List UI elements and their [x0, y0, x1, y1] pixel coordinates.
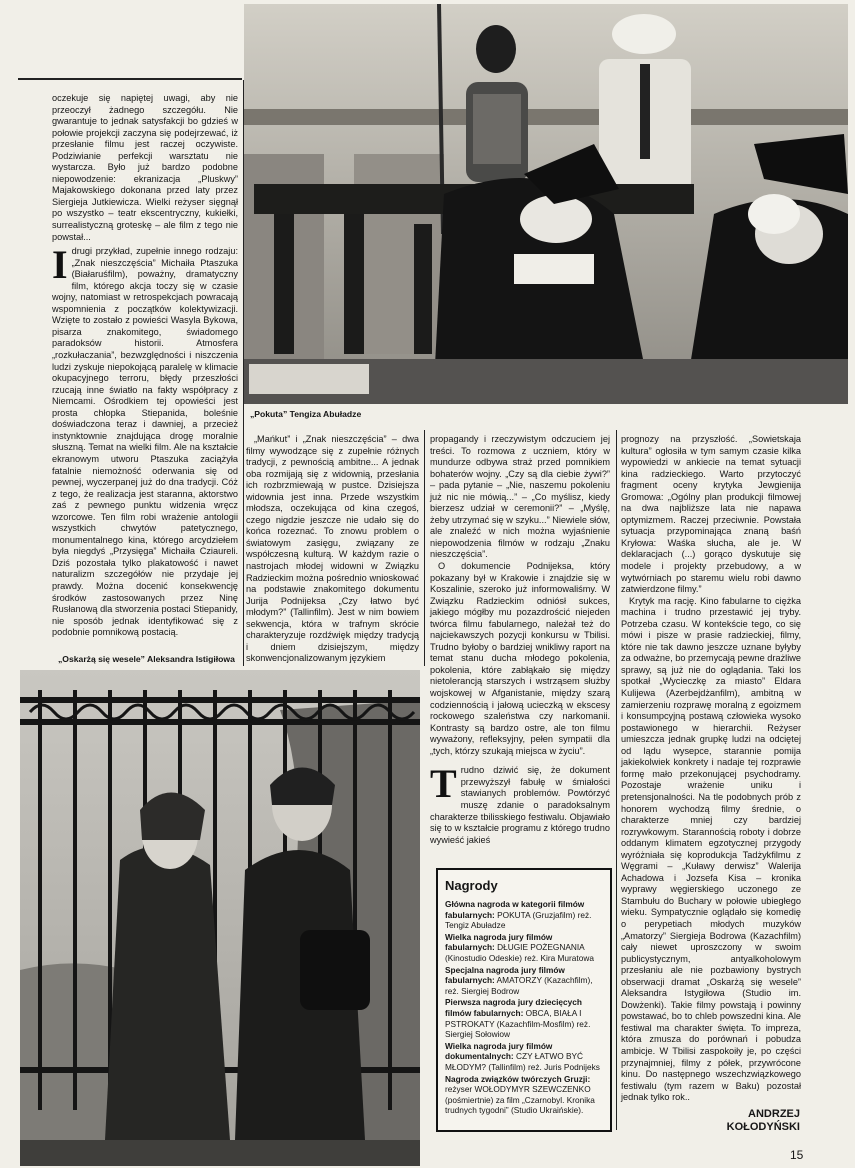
author-last-name: KOŁODYŃSKI	[726, 1121, 800, 1133]
author-signature	[700, 1108, 800, 1134]
award-item	[445, 1074, 603, 1116]
top-rule	[18, 78, 242, 80]
column-divider-2	[424, 430, 425, 666]
award-item	[445, 997, 603, 1039]
col1-paragraph-2	[52, 242, 238, 639]
bottom-photo-scene	[20, 670, 420, 1166]
top-photo	[244, 4, 848, 404]
award-text: DŁUGIE POŻEGNANIA (Kinostudio Odeskie) reż. Kira Muratowa	[445, 942, 594, 963]
col3-paragraph-3	[430, 761, 610, 846]
column-3-text	[430, 434, 610, 846]
award-text: OBCA, BIAŁA I PSTROKATY (Kazachfilm-Mosfilm) reż. Siergiej Sołowiow	[445, 1007, 591, 1040]
award-label: Wielka nagroda jury filmów dokumentalnych:	[445, 1040, 553, 1062]
author-first-name: ANDRZEJ	[748, 1108, 800, 1120]
awards-box	[436, 868, 612, 1132]
award-label: Wielka nagroda jury filmów fabularnych:	[445, 931, 553, 953]
award-item	[445, 1041, 603, 1073]
award-item	[445, 899, 603, 931]
col3-paragraph-1: propagandy i rzeczywistym odczuciem jej treści. To rozmowa z uczniem, który w mundurze odbywa straż przed pomnikiem bohaterów wojny. „Czy są dla ciebie żywi?” – pada pytanie – „Nie, naszemu pokoleniu już nic nie mówią...” – „Co myślisz, kiedy bierzesz udział w ceremonii?” – „Myślę, żeby utrzymać się w szyku...” Niewiele słów, ale znaleźć w nich można wyjaśnienie niepowodzenia filmów w rodzaju „Znaku nieszczęścia”.	[430, 434, 610, 560]
award-label: Pierwsza nagroda jury dziecięcych filmów fabularnych:	[445, 997, 582, 1018]
award-text: AMATORZY (Kazachfilm), reż. Siergiej Bodrow	[445, 975, 593, 996]
column-divider-3	[616, 430, 617, 1130]
col4-paragraph-1: prognozy na przyszłość. „Sowietskaja kultura” ogłosiła w tym samym czasie kilka wypowiedzi w ankiecie na temat sytuacji kina radzieckiego. Warto przytoczyć fragment oceny krytyka Jewgienija Gromowa: „Ogólny plan produkcji filmowej na dwa najbliższe lata nie napawa optymizmem. Raczej przeciwnie. Powstała sytuacja przypominająca znaną baśń Kryłowa: Waśka słucha, ale je. W deklaracjach (...) gorąco dyskutuje się modele i projekty przebudowy, a w wytwórniach po staremu wielu robi dawno zatwierdzone filmy.”	[621, 434, 801, 595]
page-number: 15	[790, 1148, 804, 1162]
dropcap-i: I	[52, 242, 68, 288]
column-1-text	[52, 93, 238, 639]
col3-paragraph-3-body: rudno dziwić się, że dokument przewyższył fabułę w śmiałości stawianych problemów. Powtórzyć muszę zdanie o paradoksalnym charakterze tbilisskiego festiwalu. Objawiało się to w kształcie programu z którego trudno wywieść jakieś	[430, 765, 610, 845]
award-label: Główna nagroda w kategorii filmów fabularnych:	[445, 899, 585, 920]
col1-paragraph-1: oczekuje się napiętej uwagi, aby nie przeoczył żadnego szczegółu. Nie gwarantuje to jednak satysfakcji bo gdzieś w połowie projekcji zaczyna się podejrzewać, iż przesłanie filmu jest raczej oczywiste. Podziwianie perfekcji warsztatu nie wystarcza. Było już bardzo podobne niepowodzenie: ekranizacja „Pluskwy” Majakowskiego dokonana przed laty przez Siergieja Jutkiewicza. Wielki reżyser sięgnął po wszystko – teatr ekscentryczny, kukiełki, surrealistyczną groteskę – ale film z tego nie powstał...	[52, 93, 238, 242]
award-text: CZY ŁATWO BYĆ MŁODYM? (Tallinfilm) reż. Juris Podnijeks	[445, 1051, 600, 1072]
col1-paragraph-2-body: drugi przykład, zupełnie innego rodzaju: „Znak nieszczęścia” Michaiła Ptaszuka (Białaruśfilm), poważny, dramatyczny film, którego akcja toczy się w czasie wojny, natomiast w retrospekcjach powracają wspomnienia z początków kolektywizacji. Wzięte to zostało z powieści Wasyla Bykowa, pisarza znakomitego, świadomego paradoksów historii. Atmosfera „rozkułaczania”, bezwzględności i niszczenia ludzi zyskuje niepokojącą paralelę w klimacie okupacyjnego terroru, błędy przeszłości rzucają inne światło na fakty współpracy z Niemcami. Ośrodkiem tej opowieści jest prosta chłopka Stiepanida, boleśnie doświadczona teraz i dawniej, a przecież instynktownie znajdująca drogę moralnie słuszną. Temat na wielki film. Ale na kształcie ekranowym utworu Ptaszuka zaciążyła fatalnie niemożność oderwania się od pewnej, wyczerpanej już do dna tradycji. Cóż z tego, że realizacja jest staranna, aktorstwo zaś z pewnego punktu widzenia wręcz wzorcowe. Ten film robi wrażenie antologii wszystkich chwytów patetycznego, monumentalnego kina, którego arcydziełem była niegdyś „Przysięga” Michaiła Cziaureli. Dziś pozostała tylko plakatowość i nawet naturalizm szczegółów nie przydaje jej prawdy. Można docenić konsekwencję środków zastosowanych przez Ninę Rusłanową dla stworzenia postaci Stiepanidy, nie sposób jednak identyfikować się z podobnie pomnikową postacią.	[52, 246, 238, 638]
award-item	[445, 932, 603, 964]
col2-paragraph-1: „Mańkut” i „Znak nieszczęścia” – dwa filmy wywodzące się z zupełnie różnych tradycji, z pewnością ambitne... A jednak oba rozmijają się z widownią, przesłania ich rozbrzmiewają w pustce. Dzisiejsza widownia jest inna. Przede wszystkim młodsza, oczekująca od kina czegoś, czego nigdzie jeszcze nie udało się do końca rozeznać. To znowu problem o światowym zasięgu, związany ze współczesną kulturą. W każdym razie o nastrojach młodej widowni w Związku Radzieckim można pośrednio wnioskować na podstawie znakomitego dokumentu Jurija Podnijeksa „Czy łatwo być młodym?” (Tallinfilm). Jest w nim bowiem sekwencja, która w trafnym skrócie charakteryzuje rozdźwięk między tradycją i dniem dzisiejszym, między skonwencjonalizowanym językiem	[246, 434, 419, 664]
awards-title: Nagrody	[445, 878, 498, 893]
top-photo-scene	[244, 4, 848, 404]
award-text: POKUTA (Gruzjafilm) reż. Tengiz Abuładze	[445, 909, 592, 931]
left-photo-caption: „Oskarżą się wesele” Aleksandra Istigiłowa	[58, 654, 235, 664]
awards-list	[445, 899, 603, 1116]
award-item	[445, 965, 603, 997]
bottom-left-photo	[20, 670, 420, 1166]
top-photo-caption: „Pokuta” Tengiza Abuładze	[250, 409, 362, 419]
dropcap-t: T	[430, 761, 457, 807]
award-text: reżyser WOŁODYMYR SZEWCZENKO (pośmiertnie) za film „Czarnobyl. Kronika trudnych tygodni” (Studio Ukraińskie).	[445, 1084, 595, 1116]
award-label: Nagroda związków twórczych Gruzji:	[445, 1073, 591, 1084]
col3-paragraph-2: O dokumencie Podnijeksa, który pokazany był w Krakowie i znajdzie się w Koszalinie, szeroko już informowaliśmy. W Związku Radzieckim odniósł sukces, jakiego mógłby mu pozazdrościć niejeden twórca filmu fabularnego, należał też do najciekawszych pozycji konkursu w Tbilisi. Trudno byłoby o bardziej wnikliwy raport na temat stanu ducha młodego pokolenia, pokolenia, które zabłąkało się między nietolerancją starszych i wstrząsem służby wojskowej w Afganistanie, między szarą codziennością i jałową ucieczką w ekscesy rockowego szaleństwa czy narkomanii. Kontrasty są bardzo ostre, ale ton filmu wyważony, refleksyjny, pełen sympatii dla „tych, którzy szukają miejsca w życiu”.	[430, 561, 610, 756]
column-2-text	[246, 434, 419, 665]
col4-paragraph-2: Krytyk ma rację. Kino fabularne to ciężka machina i trudno przestawić jej tryby. Potrzeba czasu. W kontekście tego, co się mówi i pisze w prasie radzieckiej, filmy, które nie tak dawno jeszcze uznane byłyby za odważne, bo przemycają pewne drażliwe sprawy, są już nie do oglądania. Taki los spotkał „Wycieczkę za miasto” Eldara Kulijewa (Azerbejdżanfilm), ambitną w zamierzeniu rozprawę moralną z egoizmem i konsumpcyjną postawą człowieka wysoko postawionego w hierarchii. Reżyser umieszcza jednak grupkę ludzi na odciętej od lądu wysepce, starannie pomija jakiekolwiek konkrety i nadaje tej rozprawie formę mało przekonującej psychodramy. Pozostaje wrażenie uniku i pretensjonalności. Na tle podobnych prób z honorem wychodzą filmy średnie, o charakterze mniej czy bardziej rozrywkowym. Starannością roboty i dobrze oddanym klimatem egzotycznej przygody wyróżniała się koprodukcja Tadżykfilmu z Węgrami – „Kuławy derwisz” Walerija Achadowa i Jozsefa Kisa – kronika wyprawy węgierskiego uczonego ze Stambułu do Buchary w połowie ubiegłego wieku. Sympatycznie oglądało się komedię o perypetiach młodych muzyków „Amatorzy” Siergieja Bodrowa (Kazachfilm) cały niewet uproszczony w swoim publicystycznym, antyalkoholowym przesłaniu ale nie pozbawiony bystrych obserwacji dramat „Oskarżą się wesele” Aleksandra Istygiłowa (Studio im. Dowżenki). Takie filmy powstają i powinny powstawać, bo to chleb powszedni kina. Ale festiwal ma charakter święta. To impreza, która zmusza do porównań i pobudza ambicje. W Tbilisi zaspokoiły je, po części przynajmniej, filmy z półek, przywrócone kinu. Do następnego wszechzwiązkowego festiwalu (tym razem w Baku) pozostał jednak tylko rok..	[621, 595, 801, 1103]
column-4-text	[621, 434, 801, 1104]
award-label: Specjalna nagroda jury filmów fabularnych:	[445, 964, 565, 986]
